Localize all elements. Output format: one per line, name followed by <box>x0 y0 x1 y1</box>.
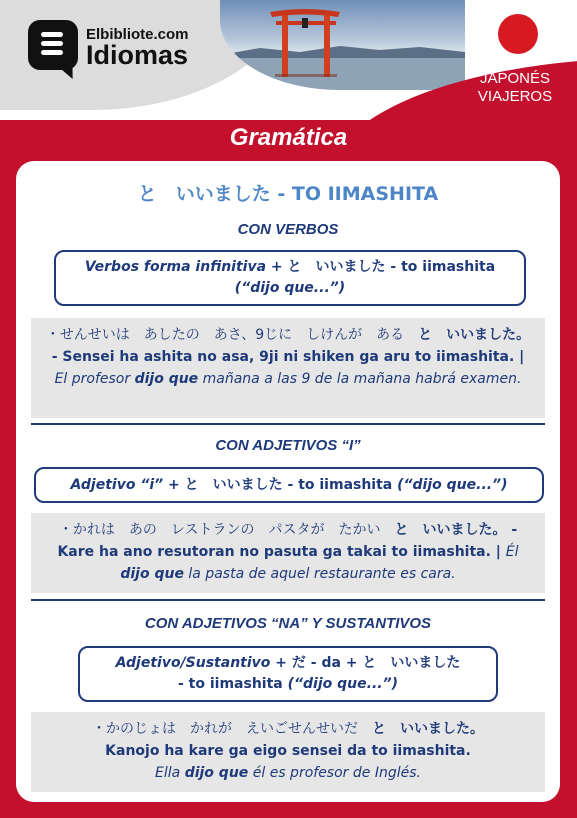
language-tag <box>455 70 575 106</box>
rule-box-adjectives-i <box>34 467 544 503</box>
japan-flag-icon <box>498 14 538 54</box>
torii-gate-photo <box>220 0 465 90</box>
header <box>0 0 577 120</box>
torii-gate-icon <box>220 0 465 90</box>
subtitle-verbs: CON VERBOS <box>237 221 339 238</box>
rule-line: (“dijo que...”) <box>234 280 346 296</box>
subtitle-adjectives-na: CON ADJETIVOS “NA” Y SUSTANTIVOS <box>144 615 432 632</box>
grammar-card <box>16 161 560 802</box>
example-jp-line: ・かのじょは かれが えいごせんせいだ と いいました。 <box>92 721 484 737</box>
example-romaji-line: Kanojo ha kare ga eigo sensei da to iimashita. <box>105 743 471 759</box>
rule-box-verbs <box>54 250 526 306</box>
brand-site: Elbibliote.com <box>86 26 189 43</box>
language-label: JAPONÉS <box>479 70 551 87</box>
rule-line: - to iimashita (“dijo que...”) <box>177 676 398 692</box>
example-es-line: Ella dijo que él es profesor de Inglés. <box>155 765 421 781</box>
audience-label: VIAJEROS <box>477 88 553 105</box>
rule-box-adjectives-na <box>78 646 498 702</box>
logo-e-icon <box>41 32 63 59</box>
rule-line: Adjetivo/Sustantivo + だ - da + と いいました <box>115 655 461 671</box>
example-adjectives-i: ・かれは あの レストランの パスタが たかい と いいました。 - Kare ha ano resutoran no pasuta ga takai to iimashita. | Él dijo que la pasta de aquel restaurante es cara. <box>31 513 545 593</box>
subtitle-adjectives-i: CON ADJETIVOS “I” <box>215 437 361 454</box>
divider <box>31 423 545 425</box>
example-adjectives-na <box>31 712 545 792</box>
example-verbs: ・せんせいは あしたの あさ、9じに しけんが ある と いいました。 - Sensei ha ashita no asa, 9ji ni shiken ga aru to iimashita. | El profesor dijo que mañana a las 9 de la mañana habrá examen. <box>31 318 545 418</box>
main-heading: と いいました - TO IIMASHITA <box>137 183 439 205</box>
divider <box>31 599 545 601</box>
rule-line: Adjetivo “i” + と いいました - to iimashita (“dijo que...”) <box>70 476 508 493</box>
rule-line: Verbos forma infinitiva + と いいました - to iimashita <box>84 259 496 275</box>
brand-name: Idiomas <box>86 40 189 70</box>
section-title: Gramática <box>229 124 348 151</box>
